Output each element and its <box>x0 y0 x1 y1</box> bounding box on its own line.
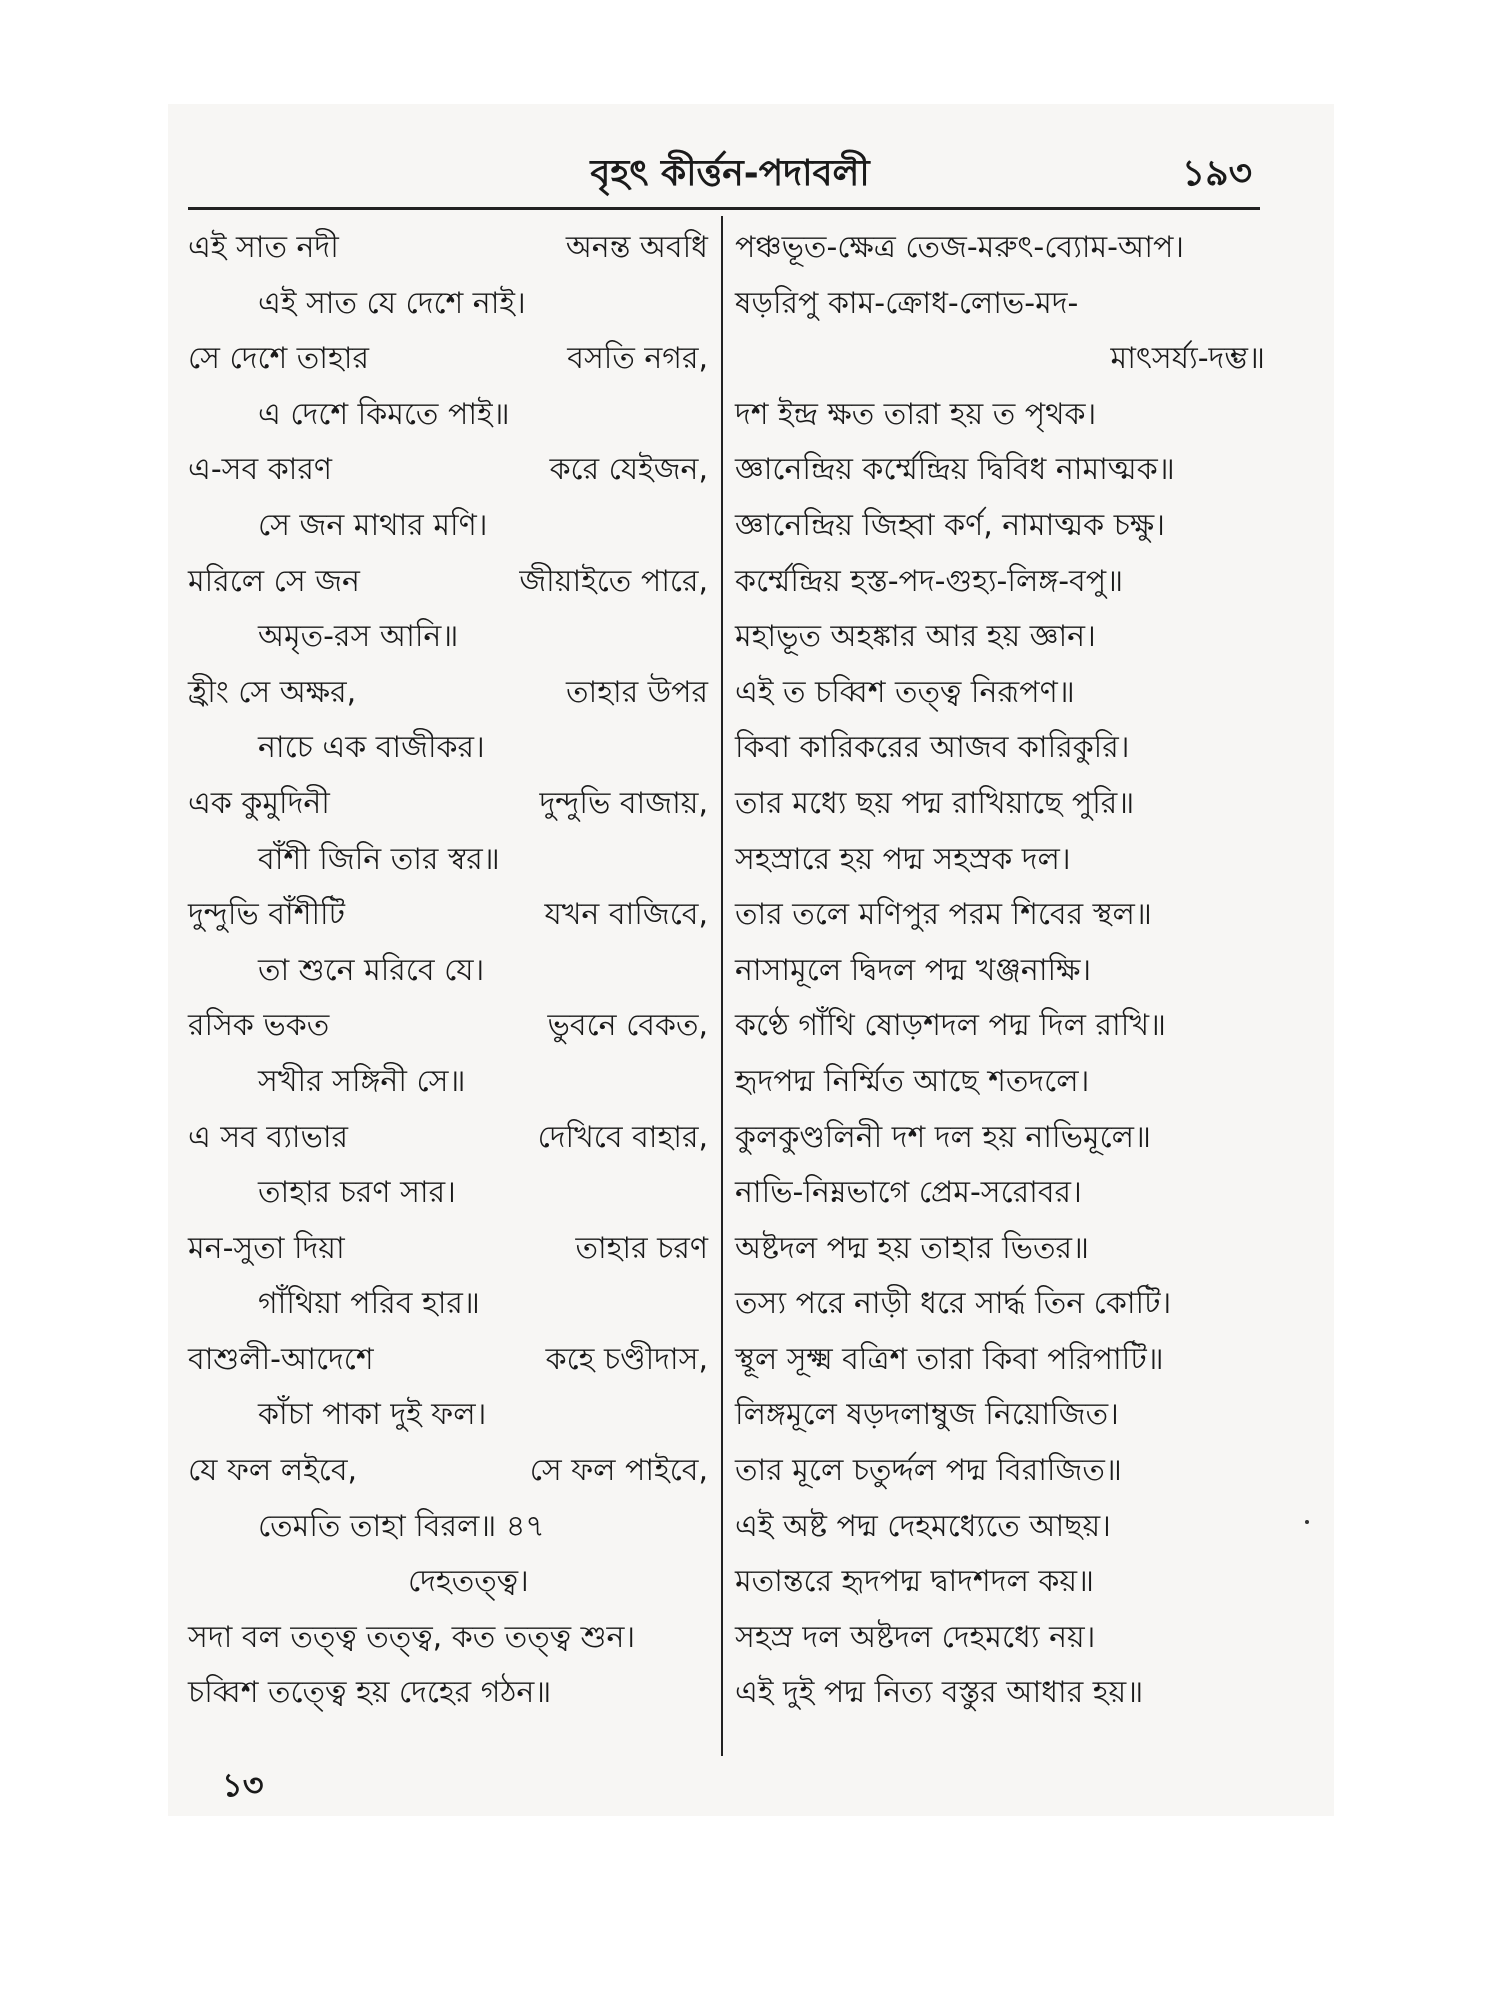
verse-line <box>188 220 708 276</box>
verse-line <box>188 776 708 832</box>
verse-text: সে জন মাথার মণি। <box>258 507 488 543</box>
verse-line <box>735 832 1265 888</box>
page-header <box>200 140 1260 200</box>
verse-text: এই দুই পদ্ম নিত্য বস্তুর আধার হয়॥ <box>735 1675 1144 1711</box>
verse-line <box>188 1165 708 1221</box>
verse-text: চব্বিশ তত্ত্বে হয় দেহের গঠন॥ <box>188 1675 552 1711</box>
verse-line <box>188 387 708 443</box>
verse-text-end: দুন্দুভি বাজায়, <box>539 785 708 821</box>
verse-line <box>188 1443 708 1499</box>
verse-text: নাসামূলে দ্বিদল পদ্ম খঞ্জনাক্ষি। <box>735 952 1092 988</box>
verse-text: তা শুনে মরিবে যে। <box>258 952 485 988</box>
verse-line <box>735 1554 1265 1610</box>
verse-text: কণ্ঠে গাঁথি ষোড়শদল পদ্ম দিল রাখি॥ <box>735 1008 1167 1044</box>
verse-text-end: সে ফল পাইবে, <box>529 1453 708 1489</box>
verse-line <box>188 1499 708 1555</box>
verse-text: তেমতি তাহা বিরল॥ ৪৭ <box>258 1508 545 1544</box>
verse-line <box>735 1665 1265 1721</box>
verse-text: এ-সব কারণ <box>188 452 333 488</box>
verse-line <box>188 1610 708 1666</box>
verse-line <box>188 1665 708 1721</box>
verse-text-end: দেখিবে বাহার, <box>537 1119 708 1155</box>
verse-text: বাশুলী-আদেশে <box>188 1341 374 1377</box>
verse-line <box>735 1054 1265 1110</box>
left-column <box>188 220 708 1721</box>
verse-text: যে ফল লইবে, <box>188 1453 358 1489</box>
right-column <box>735 220 1265 1721</box>
verse-line <box>735 331 1265 387</box>
verse-text: নাভি-নিম্নভাগে প্রেম-সরোবর। <box>735 1175 1082 1211</box>
verse-line <box>735 1276 1265 1332</box>
verse-text-end: তাহার উপর <box>566 674 708 710</box>
verse-line <box>188 1554 708 1610</box>
verse-line <box>188 1221 708 1277</box>
verse-text: কিবা কারিকরের আজব কারিকুরি। <box>735 730 1130 766</box>
verse-text: সখীর সঙ্গিনী সে॥ <box>258 1063 466 1099</box>
verse-line <box>188 498 708 554</box>
verse-text: কুলকুণ্ডলিনী দশ দল হয় নাভিমূলে॥ <box>735 1119 1151 1155</box>
verse-text: কর্ম্মেন্দ্রিয় হস্ত-পদ-গুহ্য-লিঙ্গ-বপু॥ <box>735 563 1124 599</box>
verse-text: জ্ঞানেন্দ্রিয় কর্ম্মেন্দ্রিয় দ্বিবিধ নামাত্মক॥ <box>735 452 1175 488</box>
verse-text: তাহার চরণ সার। <box>258 1175 456 1211</box>
verse-text: মতান্তরে হৃদপদ্ম দ্বাদশদল কয়॥ <box>735 1564 1094 1600</box>
verse-text: এই সাত নদী <box>188 230 339 265</box>
verse-line <box>735 442 1265 498</box>
verse-text: এ সব ব্যাভার <box>188 1119 349 1155</box>
verse-line <box>735 387 1265 443</box>
verse-text: বাঁশী জিনি তার স্বর॥ <box>258 841 500 877</box>
verse-text: ষড়রিপু কাম-ক্রোধ-লোভ-মদ- <box>735 285 1079 321</box>
verse-line <box>735 1610 1265 1666</box>
verse-line <box>188 887 708 943</box>
verse-line <box>735 1221 1265 1277</box>
verse-text-end: তাহার চরণ <box>575 1230 708 1266</box>
verse-text: হ্রীং সে অক্ষর, <box>188 674 357 710</box>
verse-text: তার তলে মণিপুর পরম শিবের স্থল॥ <box>735 897 1152 933</box>
verse-text: দেহতত্ত্ব। <box>408 1564 529 1600</box>
verse-text: সে দেশে তাহার <box>188 341 369 377</box>
verse-text-end: বসতি নগর, <box>567 341 708 377</box>
verse-line <box>735 220 1265 276</box>
verse-line <box>735 776 1265 832</box>
verse-text: নাচে এক বাজীকর। <box>258 730 485 766</box>
verse-line <box>188 1387 708 1443</box>
verse-text: পঞ্চভূত-ক্ষেত্র তেজ-মরুৎ-ব্যোম-আপ। <box>735 230 1185 265</box>
verse-line <box>188 609 708 665</box>
verse-line <box>735 1332 1265 1388</box>
running-title: বৃহৎ কীর্ত্তন-পদাবলী <box>590 153 870 194</box>
verse-line <box>735 887 1265 943</box>
verse-line <box>735 943 1265 999</box>
verse-text-end: মাৎসর্য্য-দম্ভ॥ <box>1110 341 1265 377</box>
verse-line <box>188 554 708 610</box>
verse-text: লিঙ্গমূলে ষড়দলাম্বুজ নিয়োজিত। <box>735 1397 1119 1433</box>
verse-line <box>188 276 708 332</box>
verse-text-end: করে যেইজন, <box>549 452 708 488</box>
verse-text: তার মধ্যে ছয় পদ্ম রাখিয়াছে পুরি॥ <box>735 785 1135 821</box>
verse-text: সদা বল তত্ত্ব তত্ত্ব, কত তত্ত্ব শুন। <box>188 1619 636 1655</box>
verse-line <box>188 998 708 1054</box>
verse-text: মরিলে সে জন <box>188 563 360 599</box>
verse-line <box>188 1054 708 1110</box>
stray-dot <box>1305 1520 1309 1524</box>
verse-line <box>188 720 708 776</box>
verse-text: এই সাত যে দেশে নাই। <box>258 285 526 321</box>
verse-text: দুন্দুভি বাঁশীটি <box>188 897 345 933</box>
verse-text: তার মূলে চতুর্দ্দল পদ্ম বিরাজিত॥ <box>735 1453 1122 1489</box>
column-divider <box>721 216 723 1756</box>
verse-text-end: অনন্ত অবধি <box>565 230 708 265</box>
verse-line <box>735 1443 1265 1499</box>
verse-text: অমৃত-রস আনি॥ <box>258 619 459 655</box>
verse-line <box>188 832 708 888</box>
page-number: ১৯৩ <box>1181 153 1252 194</box>
verse-text: অষ্টদল পদ্ম হয় তাহার ভিতর॥ <box>735 1230 1090 1266</box>
verse-line <box>735 609 1265 665</box>
verse-line <box>735 1165 1265 1221</box>
verse-text: সহস্রারে হয় পদ্ম সহস্রক দল। <box>735 841 1071 877</box>
verse-text: এই ত চব্বিশ তত্ত্ব নিরূপণ॥ <box>735 674 1075 710</box>
verse-line <box>735 1110 1265 1166</box>
verse-text: মন-সুতা দিয়া <box>188 1230 345 1266</box>
verse-line <box>188 1276 708 1332</box>
verse-line <box>188 442 708 498</box>
verse-line <box>735 720 1265 776</box>
verse-text: এক কুমুদিনী <box>188 785 330 821</box>
verse-text: হৃদপদ্ম নির্ম্মিত আছে শতদলে। <box>735 1063 1090 1099</box>
header-rule <box>188 207 1260 210</box>
verse-text: এ দেশে কিমতে পাই॥ <box>258 396 510 432</box>
verse-text: জ্ঞানেন্দ্রিয় জিহ্বা কর্ণ, নামাত্মক চক্ষু। <box>735 507 1165 543</box>
verse-text: সহস্র দল অষ্টদল দেহমধ্যে নয়। <box>735 1619 1096 1655</box>
verse-text: এই অষ্ট পদ্ম দেহমধ্যেতে আছয়। <box>735 1508 1111 1544</box>
verse-text: দশ ইন্দ্র ক্ষত তারা হয় ত পৃথক। <box>735 396 1097 432</box>
verse-line <box>735 998 1265 1054</box>
verse-text: মহাভূত অহঙ্কার আর হয় জ্ঞান। <box>735 619 1096 655</box>
verse-line <box>735 554 1265 610</box>
verse-text-end: ভুবনে বেকত, <box>547 1008 708 1044</box>
verse-text: স্থূল সূক্ষ্ম বত্রিশ তারা কিবা পরিপাটি॥ <box>735 1341 1164 1377</box>
verse-line <box>735 1387 1265 1443</box>
verse-line <box>735 276 1265 332</box>
verse-text: তস্য পরে নাড়ী ধরে সার্দ্ধ তিন কোটি। <box>735 1286 1172 1322</box>
verse-text-end: যখন বাজিবে, <box>544 897 708 933</box>
verse-line <box>735 1499 1265 1555</box>
verse-line <box>735 665 1265 721</box>
signature-mark: ১৩ <box>222 1766 264 1804</box>
verse-text: গাঁথিয়া পরিব হার॥ <box>258 1286 480 1322</box>
verse-text: কাঁচা পাকা দুই ফল। <box>258 1397 487 1433</box>
verse-text-end: কহে চণ্ডীদাস, <box>545 1341 708 1377</box>
verse-line <box>188 1110 708 1166</box>
verse-text-end: জীয়াইতে পারে, <box>519 563 708 599</box>
verse-line <box>735 498 1265 554</box>
verse-line <box>188 331 708 387</box>
verse-line <box>188 1332 708 1388</box>
verse-line <box>188 665 708 721</box>
verse-text: রসিক ভকত <box>188 1008 330 1044</box>
verse-line <box>188 943 708 999</box>
